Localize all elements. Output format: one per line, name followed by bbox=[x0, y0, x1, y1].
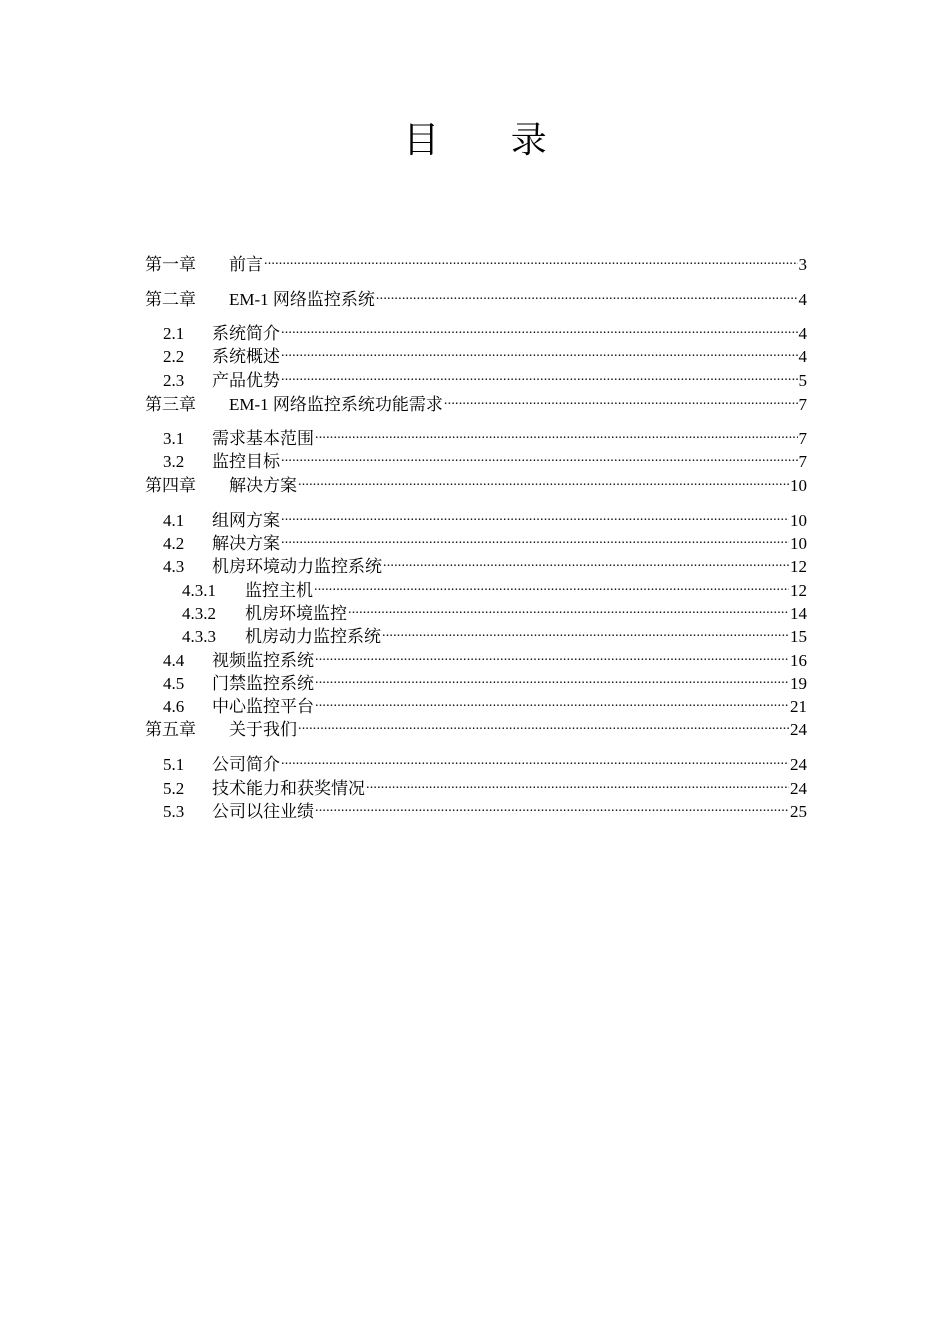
toc-entry[interactable] bbox=[145, 283, 807, 309]
toc-entry-title: 解决方案 bbox=[212, 534, 280, 553]
toc-entry-page: 21 bbox=[790, 697, 807, 716]
toc-entry-number: 第一章 bbox=[145, 255, 196, 274]
toc-dot-leader bbox=[281, 340, 798, 362]
toc-entry-number: 5.1 bbox=[163, 755, 185, 774]
toc-entry[interactable] bbox=[145, 690, 807, 716]
toc-dot-leader bbox=[376, 283, 798, 305]
toc-entry-title: 中心监控平台 bbox=[212, 697, 314, 716]
toc-entry-page: 10 bbox=[790, 534, 807, 553]
toc-entry[interactable] bbox=[145, 248, 807, 274]
toc-dot-leader bbox=[314, 574, 789, 596]
toc-entry[interactable] bbox=[145, 445, 807, 471]
toc-entry-number: 4.6 bbox=[163, 697, 185, 716]
toc-entry-number: 3.2 bbox=[163, 452, 185, 471]
toc-entry[interactable] bbox=[145, 317, 807, 343]
toc-entry[interactable] bbox=[145, 469, 807, 495]
toc-dot-leader bbox=[348, 597, 789, 619]
toc-entry[interactable] bbox=[145, 644, 807, 670]
toc-entry[interactable] bbox=[145, 620, 807, 646]
toc-dot-leader bbox=[281, 504, 789, 526]
toc-entry-page: 4 bbox=[798, 290, 807, 309]
toc-entry-title: 产品优势 bbox=[212, 371, 280, 390]
toc-dot-leader bbox=[281, 748, 789, 770]
toc-entry-number: 3.1 bbox=[163, 429, 185, 448]
toc-entry-number: 4.3.3 bbox=[182, 627, 216, 646]
toc-entry-number: 第三章 bbox=[145, 395, 196, 414]
toc-dot-leader bbox=[383, 550, 789, 572]
toc-entry-number: 4.3.1 bbox=[182, 581, 216, 600]
toc-dot-leader bbox=[281, 364, 798, 386]
toc-entry-title: 门禁监控系统 bbox=[212, 674, 314, 693]
toc-entry-title: 需求基本范围 bbox=[212, 429, 314, 448]
toc-entry[interactable] bbox=[145, 748, 807, 774]
toc-entry-number: 2.2 bbox=[163, 347, 185, 366]
toc-entry[interactable] bbox=[145, 713, 807, 739]
toc-entry-page: 7 bbox=[798, 429, 807, 448]
toc-entry-number: 第四章 bbox=[145, 476, 196, 495]
toc-entry-title: 组网方案 bbox=[212, 511, 280, 530]
toc-entry-page: 14 bbox=[790, 604, 807, 623]
toc-entry-title: 公司简介 bbox=[212, 755, 280, 774]
toc-entry-title: 监控目标 bbox=[212, 452, 280, 471]
toc-entry-number: 2.3 bbox=[163, 371, 185, 390]
toc-entry-title: 技术能力和获奖情况 bbox=[212, 779, 365, 798]
toc-entry-number: 4.4 bbox=[163, 651, 185, 670]
toc-dot-leader bbox=[366, 772, 789, 794]
toc-entry-number: 第二章 bbox=[145, 290, 196, 309]
toc-entry-title: 解决方案 bbox=[229, 476, 297, 495]
toc-entry-page: 4 bbox=[798, 324, 807, 343]
toc-entry-title: 前言 bbox=[229, 255, 263, 274]
toc-dot-leader bbox=[444, 388, 798, 410]
toc-dot-leader bbox=[298, 713, 789, 735]
toc-entry-page: 19 bbox=[790, 674, 807, 693]
toc-entry-number: 4.2 bbox=[163, 534, 185, 553]
toc-entry-number: 4.3 bbox=[163, 557, 185, 576]
toc-dot-leader bbox=[315, 795, 789, 817]
toc-entry[interactable] bbox=[145, 574, 807, 600]
toc-dot-leader bbox=[315, 422, 798, 444]
toc-entry-title: 机房环境动力监控系统 bbox=[212, 557, 382, 576]
toc-entry-page: 12 bbox=[790, 557, 807, 576]
toc-entry-page: 5 bbox=[798, 371, 807, 390]
toc-entry-page: 24 bbox=[790, 779, 807, 798]
toc-dot-leader bbox=[281, 445, 798, 467]
toc-entry[interactable] bbox=[145, 364, 807, 390]
toc-entry-page: 10 bbox=[790, 511, 807, 530]
toc-entry-page: 16 bbox=[790, 651, 807, 670]
toc-entry-title: 视频监控系统 bbox=[212, 651, 314, 670]
toc-entry-number: 2.1 bbox=[163, 324, 185, 343]
toc-entry-page: 7 bbox=[798, 452, 807, 471]
toc-entry-title: 系统概述 bbox=[212, 347, 280, 366]
toc-entry-title: EM-1 网络监控系统功能需求 bbox=[229, 395, 443, 414]
page-title: 目 录 bbox=[403, 120, 577, 161]
toc-entry-number: 4.5 bbox=[163, 674, 185, 693]
toc-entry-page: 12 bbox=[790, 581, 807, 600]
toc-entry[interactable] bbox=[145, 527, 807, 553]
toc-dot-leader bbox=[315, 690, 789, 712]
toc-entry[interactable] bbox=[145, 340, 807, 366]
toc-entry-number: 5.3 bbox=[163, 802, 185, 821]
toc-dot-leader bbox=[281, 527, 789, 549]
toc-entry-number: 5.2 bbox=[163, 779, 185, 798]
toc-entry-page: 10 bbox=[790, 476, 807, 495]
toc-entry-number: 第五章 bbox=[145, 720, 196, 739]
toc-entry[interactable] bbox=[145, 772, 807, 798]
toc-entry-page: 24 bbox=[790, 720, 807, 739]
toc-entry-number: 4.3.2 bbox=[182, 604, 216, 623]
toc-entry-page: 3 bbox=[798, 255, 807, 274]
toc-entry[interactable] bbox=[145, 504, 807, 530]
toc-dot-leader bbox=[281, 317, 798, 339]
toc-entry-title: 关于我们 bbox=[229, 720, 297, 739]
toc-entry-page: 25 bbox=[790, 802, 807, 821]
toc-entry-title: EM-1 网络监控系统 bbox=[229, 290, 375, 309]
toc-entry-title: 机房动力监控系统 bbox=[245, 627, 381, 646]
toc-dot-leader bbox=[315, 644, 789, 666]
toc-entry[interactable] bbox=[145, 388, 807, 414]
toc-entry-title: 系统简介 bbox=[212, 324, 280, 343]
toc-entry[interactable] bbox=[145, 550, 807, 576]
toc-entry-title: 机房环境监控 bbox=[245, 604, 347, 623]
toc-entry[interactable] bbox=[145, 795, 807, 821]
toc-dot-leader bbox=[315, 667, 789, 689]
toc-entry[interactable] bbox=[145, 667, 807, 693]
toc-entry-page: 15 bbox=[790, 627, 807, 646]
toc-entry[interactable] bbox=[145, 422, 807, 448]
toc-entry-page: 7 bbox=[798, 395, 807, 414]
toc-entry-page: 4 bbox=[798, 347, 807, 366]
toc-entry-title: 监控主机 bbox=[245, 581, 313, 600]
toc-dot-leader bbox=[382, 620, 789, 642]
toc-dot-leader bbox=[264, 248, 798, 270]
toc-entry-number: 4.1 bbox=[163, 511, 185, 530]
toc-entry[interactable] bbox=[145, 597, 807, 623]
toc-dot-leader bbox=[298, 469, 789, 491]
toc-entry-page: 24 bbox=[790, 755, 807, 774]
toc-entry-title: 公司以往业绩 bbox=[212, 802, 314, 821]
